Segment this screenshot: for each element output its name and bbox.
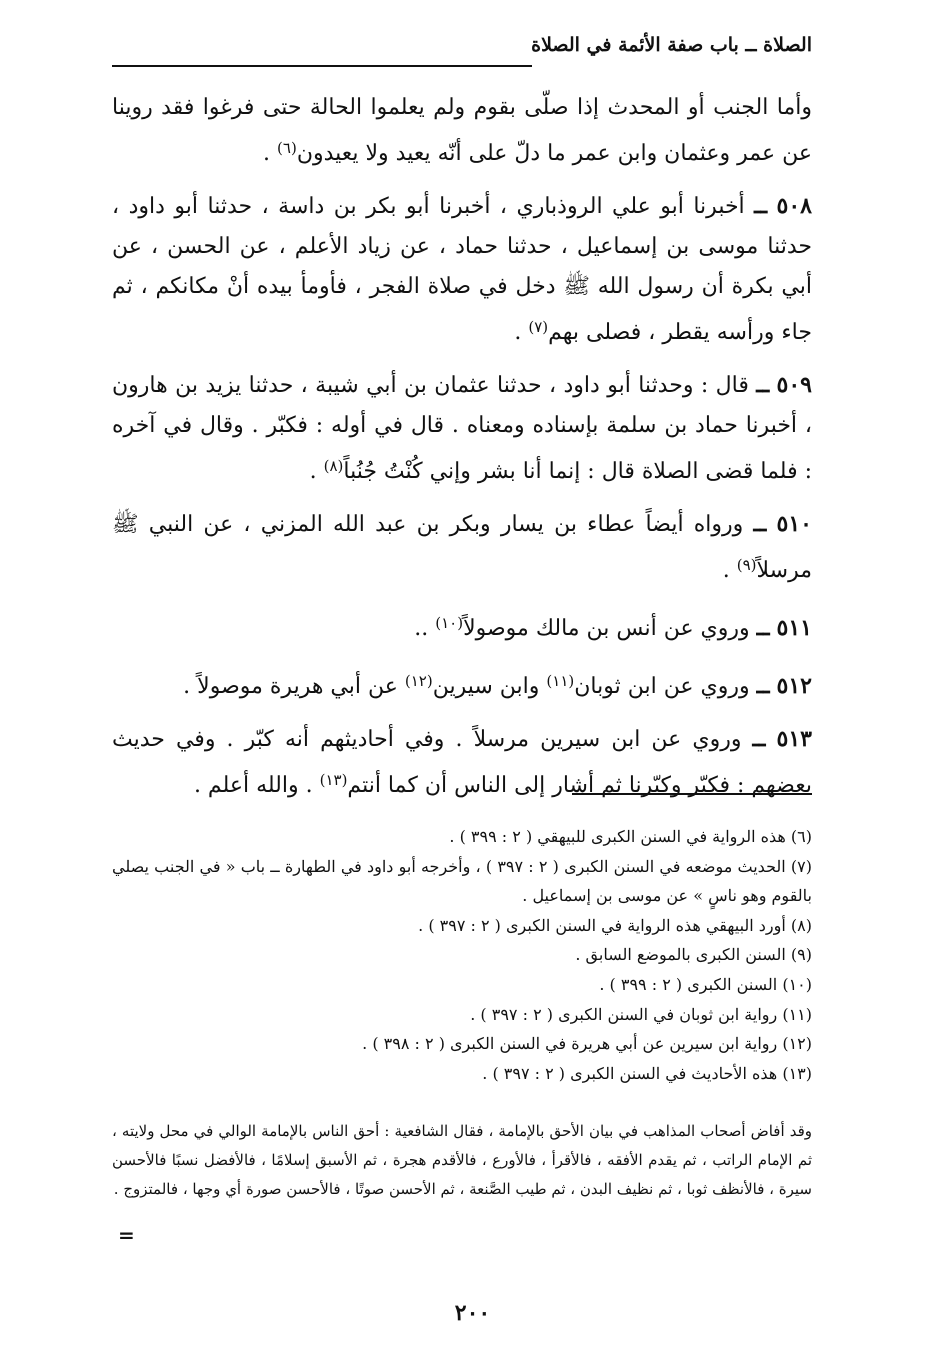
footnote: (١٢) رواية ابن سيرين عن أبي هريرة في السنن الكبرى ( ٢ : ٣٩٨ ) . xyxy=(362,1034,812,1054)
footnote-separator xyxy=(572,793,812,795)
paragraph-tail: . xyxy=(183,674,198,699)
footnote-ref: (١٢) xyxy=(404,672,433,690)
page-number: ٢٠٠ xyxy=(454,1300,491,1326)
header-rule xyxy=(112,65,532,67)
paragraph-tail: . xyxy=(263,141,278,166)
paragraph-text: قال : وحدثنا أبو داود ، حدثنا عثمان بن أبي شيبة ، حدثنا يزيد بن هارون ، أخبرنا حماد بن سلمة بإسناده ومعناه . قال في أوله : فكبّر . وقال في آخره : فلما قضى الصلاة قال : إنما أنا بشر وإني كُنْتُ جُنُباً xyxy=(112,373,812,484)
hadith-dash: ــ xyxy=(756,673,770,699)
hadith-dash: ــ xyxy=(752,726,766,752)
footnote-ref: (١٣) xyxy=(319,771,348,789)
footnote-ref: (٩) xyxy=(736,556,757,574)
paragraph-text: وأما الجنب أو المحدث إذا صلّى بقوم ولم يعلموا الحالة حتى فرغوا فقد روينا عن عمر وعثمان وابن عمر ما دلّ على أنّه يعيد ولا يعيدون xyxy=(112,95,812,166)
hadith-number: ٥١٢ xyxy=(776,673,812,699)
header-title: الصلاة ــ باب صفة الأئمة في الصلاة xyxy=(531,34,812,56)
paragraph-text: ورواه أيضاً عطاء بن يسار وبكر بن عبد الله المزني ، عن النبي ﷺ مرسلاً xyxy=(112,512,812,583)
footnote-ref: (٦) xyxy=(277,139,297,157)
hadith-number: ٥٠٨ xyxy=(776,193,812,219)
hadith-dash: ــ xyxy=(756,615,770,641)
footnote-ref: (٨) xyxy=(323,457,344,475)
hadith-number: ٥٠٩ xyxy=(776,372,812,398)
footnote-continuation: وقد أفاض أصحاب المذاهب في بيان الأحق بالإمامة ، فقال الشافعية : أحق الناس بالإمامة الوالي في محل ولايته ، ثم الإمام الراتب ، ثم يقدم الأفقه ، فالأقرأ ، فالأورع ، فالأقدم هجرة ، ثم الأسبق إسلامًا ، فالأفضل نسبًا فالأحسن سيرة ، فالأنظف ثوبا ، ثم نظيف البدن ، ثم طيب الصَّنعة ، ثم الأحسن صوتًا ، فالأحسن صورة أي وجها ، فالمتزوج . xyxy=(112,1122,812,1198)
footnote: (١١) رواية ابن ثوبان في السنن الكبرى ( ٢ : ٣٩٧ ) . xyxy=(470,1004,812,1024)
intro-paragraph xyxy=(112,88,812,174)
hadith-paragraph xyxy=(112,661,812,707)
footnote: (١٠) السنن الكبرى ( ٢ : ٣٩٩ ) . xyxy=(599,974,812,994)
hadith-number: ٥١١ xyxy=(776,615,812,641)
paragraph-text: وروي عن ابن سيرين مرسلاً . وفي أحاديثهم أنه كبّر . وفي حديث بعضهم : فكبّر وكبّرنا ثم أشار إلى الناس أن كما أنتم xyxy=(112,727,812,798)
hadith-paragraph xyxy=(112,186,812,353)
paragraph-text: وروي عن أنس بن مالك موصولاً xyxy=(463,616,750,641)
footnote: (٦) هذه الرواية في السنن الكبرى للبيهقي ( ٢ : ٣٩٩ ) . xyxy=(449,827,812,846)
hadith-paragraph xyxy=(112,365,812,492)
footnote: (٧) الحديث موضعه في السنن الكبرى ( ٢ : ٣٩٧ ) ، وأخرجه أبو داود في الطهارة ــ باب « في الجنب يصلي بالقوم وهو ناسٍ » عن موسى بن إسماعيل . xyxy=(112,856,813,906)
running-header xyxy=(112,34,812,64)
footnotes xyxy=(112,822,812,1088)
paragraph-text: وابن سيرين xyxy=(432,674,547,699)
hadith-dash: ــ xyxy=(753,511,767,537)
paragraph-tail: . والله أعلم . xyxy=(193,773,320,798)
main-text xyxy=(112,88,812,818)
hadith-dash: ــ xyxy=(754,193,768,219)
paragraph-tail: . xyxy=(722,558,737,583)
footnote-ref: (٧) xyxy=(528,318,549,336)
continuation-mark: = xyxy=(118,1223,135,1247)
paragraph-tail: .. xyxy=(414,616,436,641)
hadith-number: ٥١٣ xyxy=(776,726,812,752)
hadith-number: ٥١٠ xyxy=(776,511,812,537)
hadith-paragraph xyxy=(112,603,812,649)
paragraph-tail: . xyxy=(309,459,324,484)
paragraph-text: عن أبي هريرة موصولاً xyxy=(197,674,405,699)
paragraph-text: وروي عن ابن ثوبان xyxy=(574,674,750,699)
hadith-paragraph xyxy=(112,504,812,591)
footnote: (١٣) هذه الأحاديث في السنن الكبرى ( ٢ : ٣٩٧ ) . xyxy=(482,1063,812,1083)
hadith-dash: ــ xyxy=(756,372,770,398)
footnote-ref: (١٠) xyxy=(435,614,464,632)
paragraph-tail: . xyxy=(514,320,529,345)
footnote-ref: (١١) xyxy=(546,672,575,690)
paragraph-text: أخبرنا أبو علي الروذباري ، أخبرنا أبو بكر بن داسة ، حدثنا أبو داود ، حدثنا موسى بن إسماعيل ، حدثنا حماد ، عن زياد الأعلم ، عن الحسن ، عن أبي بكرة أن رسول الله ﷺ دخل في صلاة الفجر ، فأومأ بيده أنْ مكانكم ، ثم جاء ورأسه يقطر ، فصلى بهم xyxy=(112,194,812,345)
footnote: (٨) أورد البيهقي هذه الرواية في السنن الكبرى ( ٢ : ٣٩٧ ) . xyxy=(418,915,812,935)
footnote: (٩) السنن الكبرى بالموضع السابق . xyxy=(575,945,812,965)
